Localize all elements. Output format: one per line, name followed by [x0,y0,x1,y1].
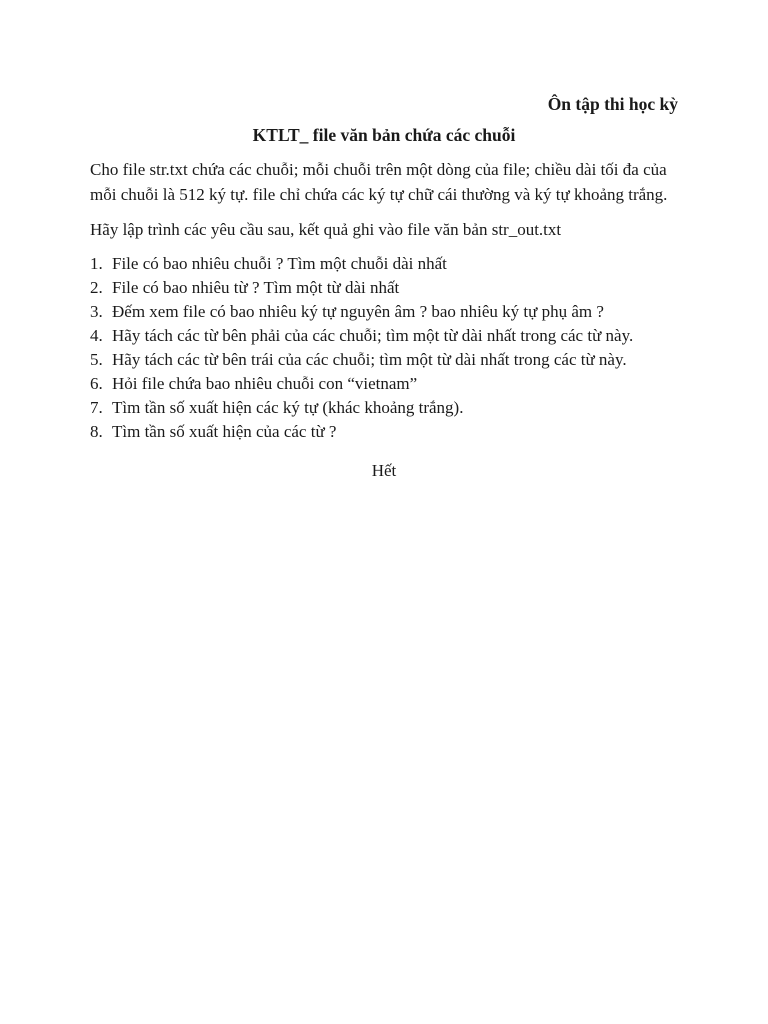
list-item [90,324,680,348]
list-item-number: 5. [90,350,103,369]
list-item-text: Hãy tách các từ bên trái của các chuỗi; tìm một từ dài nhất trong các từ này. [112,350,627,369]
list-item-number: 3. [90,302,103,321]
list-item-number: 6. [90,374,103,393]
list-item [90,276,680,300]
document-title: KTLT_ file văn bản chứa các chuỗi [252,125,516,145]
list-item [90,420,680,444]
list-item-number: 4. [90,326,103,345]
document-body [90,157,680,444]
header-subtitle: Ôn tập thi học kỳ [547,94,678,114]
list-item-text: Đếm xem file có bao nhiêu ký tự nguyên âm ? bao nhiêu ký tự phụ âm ? [112,302,604,321]
list-item-number: 2. [90,278,103,297]
list-item-text: File có bao nhiêu chuỗi ? Tìm một chuỗi dài nhất [112,254,447,273]
list-item-text: Hãy tách các từ bên phải của các chuỗi; tìm một từ dài nhất trong các từ này. [112,326,634,345]
list-item-text: Tìm tần số xuất hiện các ký tự (khác khoảng trắng). [112,398,464,417]
list-item-text: File có bao nhiêu từ ? Tìm một từ dài nhất [112,278,400,297]
list-item [90,396,680,420]
list-item-text: Hỏi file chứa bao nhiêu chuỗi con “vietnam” [112,374,418,393]
list-item [90,300,680,324]
intro-paragraph: Cho file str.txt chứa các chuỗi; mỗi chuỗi trên một dòng của file; chiều dài tối đa của mỗi chuỗi là 512 ký tự. file chỉ chứa các ký tự chữ cái thường và ký tự khoảng trắng. [90,160,668,204]
list-item-number: 7. [90,398,103,417]
list-item-text: Tìm tần số xuất hiện của các từ ? [112,422,337,441]
instruction-paragraph: Hãy lập trình các yêu cầu sau, kết quả ghi vào file văn bản str_out.txt [90,220,562,239]
list-item [90,252,680,276]
list-item [90,348,680,372]
list-item [90,372,680,396]
task-list [90,252,680,444]
list-item-number: 1. [90,254,103,273]
list-item-number: 8. [90,422,103,441]
end-marker: Hết [371,461,397,480]
